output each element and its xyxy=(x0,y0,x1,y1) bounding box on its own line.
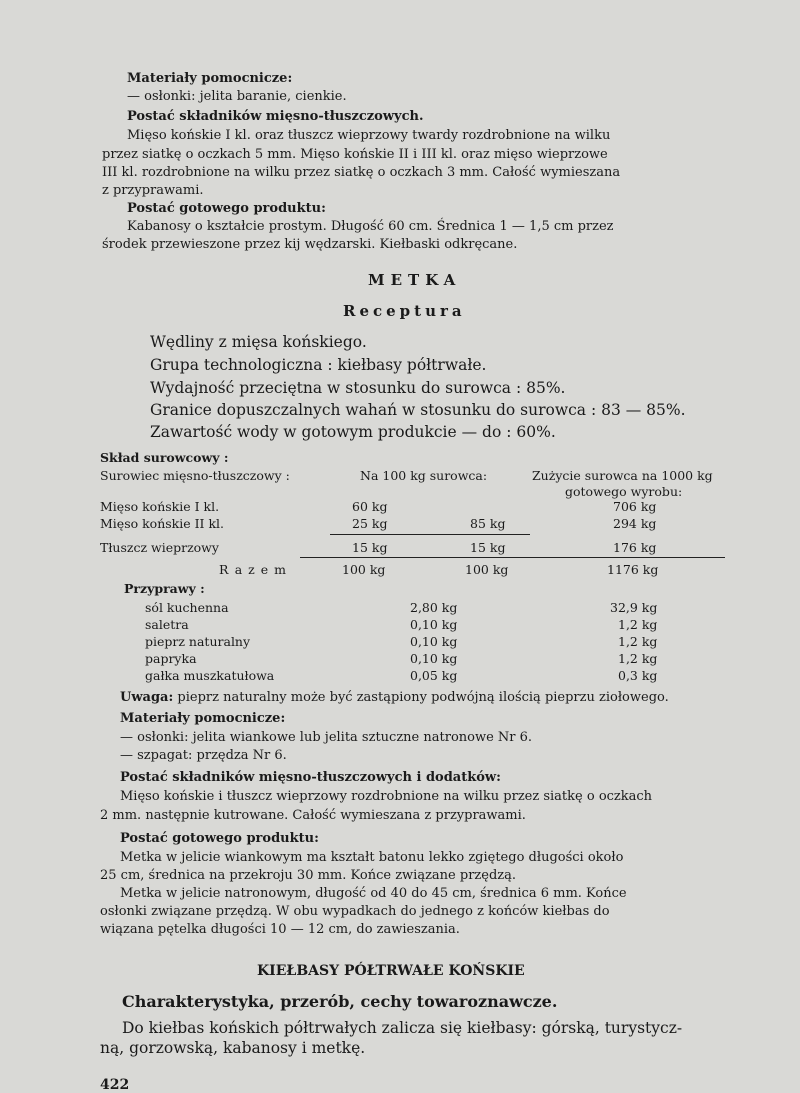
col-header-per100: Na 100 kg surowca: xyxy=(360,468,488,483)
spice-value-a: 2,80 kg xyxy=(410,600,458,615)
comp-line: Mięso końskie I kl. oraz tłuszcz wieprzowy twardy rozdrobnione na wilku xyxy=(127,128,611,143)
page-number: 422 xyxy=(100,1077,130,1093)
table-rule xyxy=(300,557,725,558)
spice-value-b: 1,2 kg xyxy=(618,617,658,632)
spice-value-b: 1,2 kg xyxy=(618,651,658,666)
spice-name: sól kuchenna xyxy=(145,600,229,615)
spices-heading: Przyprawy : xyxy=(124,581,205,596)
prod-line: Metka w jelicie natronowym, długość od 40 do 45 cm, średnica 6 mm. Końce xyxy=(120,886,627,901)
total-value-b: 100 kg xyxy=(465,562,509,577)
col-header-per1000-line1: Zużycie surowca na 1000 kg xyxy=(532,468,713,483)
spice-value-a: 0,10 kg xyxy=(410,634,458,649)
comp-line: z przyprawami. xyxy=(102,183,204,198)
row-value-c: 294 kg xyxy=(613,516,657,531)
comp-line: III kl. rozdrobnione na wilku przez siatkę o oczkach 3 mm. Całość wymieszana xyxy=(102,165,621,180)
spice-name: gałka muszkatułowa xyxy=(145,668,275,683)
intro-line: Granice dopuszczalnych wahań w stosunku do surowca : 83 — 85%. xyxy=(150,401,686,419)
uwaga-text: pieprz naturalny może być zastąpiony podwójną ilością pieprzu ziołowego. xyxy=(177,690,669,705)
row-value-c: 176 kg xyxy=(613,540,657,555)
section-subtitle: Charakterystyka, przerób, cechy towaroznawcze. xyxy=(122,992,558,1011)
metka-title: METKA xyxy=(368,271,462,289)
uwaga-label: Uwaga: xyxy=(120,690,174,705)
col-header-per1000-line2: gotowego wyrobu: xyxy=(565,484,683,499)
intro-line: Wędliny z mięsa końskiego. xyxy=(150,333,367,351)
aux-heading-top: Materiały pomocnicze: xyxy=(127,71,293,86)
prod-line: Kabanosy o kształcie prostym. Długość 60 cm. Średnica 1 — 1,5 cm przez xyxy=(127,219,614,234)
spice-value-a: 0,10 kg xyxy=(410,617,458,632)
comp-line: przez siatkę o oczkach 5 mm. Mięso końskie II i III kl. oraz mięso wieprzowe xyxy=(102,147,608,162)
uwaga-note xyxy=(120,690,669,705)
prod-heading-top: Postać gotowego produktu: xyxy=(127,201,326,216)
spice-name: papryka xyxy=(145,651,197,666)
intro-line: Wydajność przeciętna w stosunku do surowca : 85%. xyxy=(150,379,566,397)
spice-value-a: 0,10 kg xyxy=(410,651,458,666)
table-heading: Skład surowcowy : xyxy=(100,450,229,465)
spice-name: pieprz naturalny xyxy=(145,634,251,649)
prod-line: Metka w jelicie wiankowym ma kształt batonu lekko zgiętego długości około xyxy=(120,850,624,865)
table-rule xyxy=(330,534,530,535)
row-name: Tłuszcz wieprzowy xyxy=(100,540,219,555)
spice-value-a: 0,05 kg xyxy=(410,668,458,683)
intro-line: Zawartość wody w gotowym produkcie — do : 60%. xyxy=(150,423,556,441)
comp-line: Mięso końskie i tłuszcz wieprzowy rozdrobnione na wilku przez siatkę o oczkach xyxy=(120,789,653,804)
row-value-a: 60 kg xyxy=(352,499,388,514)
metka-subtitle: Receptura xyxy=(343,302,466,320)
prod-heading: Postać gotowego produktu: xyxy=(120,831,319,846)
prod-line: 25 cm, średnica na przekroju 30 mm. Końce związane przędzą. xyxy=(100,868,517,883)
section-title: KIEŁBASY PÓŁTRWAŁE KOŃSKIE xyxy=(257,963,525,979)
aux-heading: Materiały pomocnicze: xyxy=(120,711,286,726)
intro-line: Grupa technologiczna : kiełbasy półtrwałe. xyxy=(150,356,487,374)
prod-line: środek przewieszone przez kij wędzarski. Kiełbaski odkręcane. xyxy=(102,237,518,252)
spice-name: saletra xyxy=(145,617,189,632)
row-value-a: 15 kg xyxy=(352,540,388,555)
comp-heading: Postać składników mięsno-tłuszczowych i dodatków: xyxy=(120,770,501,785)
total-label: Razem xyxy=(219,562,292,577)
row-value-b: 15 kg xyxy=(470,540,506,555)
row-name: Mięso końskie II kl. xyxy=(100,516,225,531)
total-value-a: 100 kg xyxy=(342,562,386,577)
comp-line: 2 mm. następnie kutrowane. Całość wymieszana z przyprawami. xyxy=(100,808,526,823)
aux-item: — osłonki: jelita wiankowe lub jelita sztuczne natronowe Nr 6. xyxy=(120,730,533,745)
comp-heading-top: Postać składników mięsno-tłuszczowych. xyxy=(127,109,424,124)
row-name: Mięso końskie I kl. xyxy=(100,499,220,514)
prod-line: wiązana pętelka długości 10 — 12 cm, do zawieszania. xyxy=(100,922,460,937)
row-value-c: 706 kg xyxy=(613,499,657,514)
col-header-material: Surowiec mięsno-tłuszczowy : xyxy=(100,468,290,483)
row-value-b: 85 kg xyxy=(470,516,506,531)
section-line: Do kiełbas końskich półtrwałych zalicza się kiełbasy: górską, turystycz- xyxy=(122,1019,683,1037)
aux-item-top: — osłonki: jelita baranie, cienkie. xyxy=(127,89,347,104)
row-value-a: 25 kg xyxy=(352,516,388,531)
total-value-c: 1176 kg xyxy=(607,562,659,577)
spice-value-b: 32,9 kg xyxy=(610,600,658,615)
aux-item: — szpagat: przędza Nr 6. xyxy=(120,748,287,763)
prod-line: osłonki związane przędzą. W obu wypadkach do jednego z końców kiełbas do xyxy=(100,904,610,919)
spice-value-b: 0,3 kg xyxy=(618,668,658,683)
spice-value-b: 1,2 kg xyxy=(618,634,658,649)
section-line: ną, gorzowską, kabanosy i metkę. xyxy=(100,1039,366,1057)
